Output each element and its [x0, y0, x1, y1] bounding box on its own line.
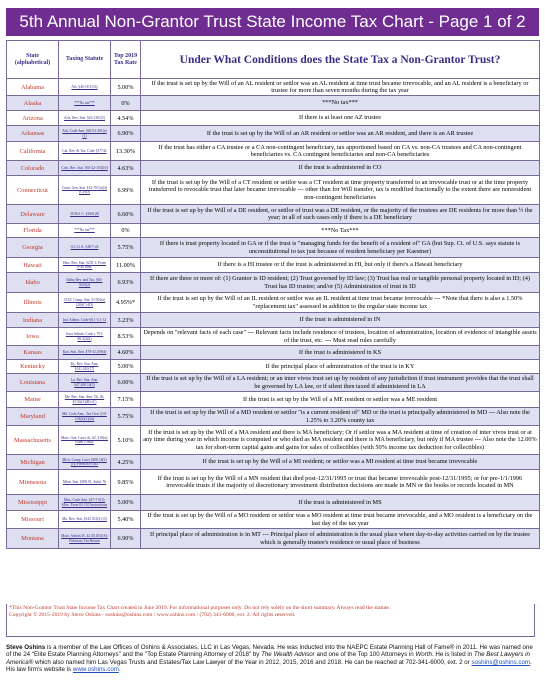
- table-row: [7, 495, 540, 511]
- state-cell: Kansas: [7, 346, 59, 360]
- rate-cell: 5.75%: [111, 238, 141, 258]
- statute-cell[interactable]: O.C.G.A. §48-7-22: [59, 238, 111, 258]
- statute-cell[interactable]: Ariz. Rev. Stat. §43-1301(5): [59, 111, 111, 126]
- table-row: [7, 328, 540, 346]
- header-rate: Top 2019 Tax Rate: [111, 41, 141, 79]
- state-cell: Iowa: [7, 328, 59, 346]
- state-cell: Arizona: [7, 111, 59, 126]
- rate-cell: 5.10%: [111, 426, 141, 455]
- table-row: [7, 126, 540, 142]
- footnote-copyright: Copyright © 2015-2019 by Steve Oshins - soshins@oshins.com / www.oshins.com / (702) 341-6000, ext. 2. All rights reserved.: [9, 612, 296, 618]
- conditions-cell: If the trust is administered in KS: [141, 346, 540, 360]
- state-cell: Minnesota: [7, 470, 59, 495]
- state-cell: Alaska: [7, 96, 59, 111]
- rate-cell: 6.93%: [111, 273, 141, 293]
- conditions-cell: If the trust is set up by the Will of a MA resident and there is MA beneficiary; Or if settlor was a MA resident at time of creation of inter vivos trust or at any time during year in which income is computed or who died as MA resident and there is MA beneficiary, but only if MA trustee --- Also note the 12.00% tax for short-term capital gains and gains for sales of collectibles (with 50% income tax deduction for collectibles): [141, 426, 540, 455]
- rate-cell: 0%: [111, 224, 141, 238]
- statute-cell[interactable]: Mass. Gen. Laws ch. 62, §10(a); Form 2 Instr.: [59, 426, 111, 455]
- statute-cell[interactable]: Ala. §40-18-1(33): [59, 79, 111, 96]
- state-cell: Arkansas: [7, 126, 59, 142]
- statute-cell[interactable]: Iowa Admin. Code r. 701-89.3(422): [59, 328, 111, 346]
- table-row: [7, 313, 540, 328]
- table-row: [7, 408, 540, 426]
- conditions-cell: If the trust is set up by the Will of a LA resident; or an inter vivos trust set up by resident of any jurisdiction if trust instrument provides that the trust shall be governed by LA law, or if silent then taxed if administered in LA: [141, 374, 540, 392]
- conditions-cell: If the trust is set up by the Will of a MO resident or settlor was a MO resident at time trust became irrevocable, and a MO resident is a beneficiary on the last day of the tax year: [141, 511, 540, 529]
- statute-cell[interactable]: Md. Code Ann., Tax-Gen. §10-101(k)(1)(iii): [59, 408, 111, 426]
- rate-cell: 4.54%: [111, 111, 141, 126]
- conditions-cell: If the trust is administered in MS: [141, 495, 540, 511]
- table-row: [7, 293, 540, 313]
- conditions-cell: If the trust is set up by the Will of a ME resident or settlor was a ME resident: [141, 392, 540, 408]
- statute-cell[interactable]: Idaho Rev. and Tax. §63-3015(2): [59, 273, 111, 293]
- conditions-cell: If the trust is set up by the Will of a DE resident, or settlor of trust was a DE resident, or the majority of the trustees are DE residents for more than ½ the year; in all of such cases only if there is a DE beneficiary: [141, 205, 540, 224]
- conditions-cell: ***No tax***: [141, 96, 540, 111]
- statute-cell[interactable]: Me. Rev. Stat. Ann. Tit. 36, §5102(4)(B)-(C): [59, 392, 111, 408]
- bio-text: and one of the Top 100 Attorneys in: [314, 651, 416, 659]
- state-cell: Indiana: [7, 313, 59, 328]
- table-row: [7, 470, 540, 495]
- statute-cell[interactable]: Mich. Comp. Laws §206.18(1)(c); Form MI-1041: [59, 455, 111, 470]
- state-cell: Montana: [7, 529, 59, 549]
- state-cell: California: [7, 142, 59, 161]
- statute-cell[interactable]: Ind. Admin. Code §6.1-3.1-12: [59, 313, 111, 328]
- conditions-cell: If there is at least one AZ trustee: [141, 111, 540, 126]
- state-cell: Florida: [7, 224, 59, 238]
- statute-cell[interactable]: Ky. Rev. Stat. Ann. §141.010(17): [59, 360, 111, 374]
- bio-publication: The Wealth Advisor: [261, 651, 315, 659]
- rate-cell: 11.00%: [111, 258, 141, 273]
- statute-cell[interactable]: Minn. Stat. §290.01, Subd. 7b: [59, 470, 111, 495]
- conditions-cell: If there is a HI trustee or if the trust is administered in HI, but only if there's a Hawaii beneficiary: [141, 258, 540, 273]
- header-statute: Taxing Statute: [59, 41, 111, 79]
- rate-cell: 3.23%: [111, 313, 141, 328]
- rate-cell: 4.60%: [111, 346, 141, 360]
- table-row: [7, 176, 540, 205]
- rate-cell: 13.30%: [111, 142, 141, 161]
- state-cell: Idaho: [7, 273, 59, 293]
- bio-text: which also named him Las Vegas Trusts and Estates/Tax Law Lawyer of the Year in 2012, 2015, 2016 and 2018. He can be reached at 702-341-6000, ext. 2 or: [33, 658, 472, 666]
- rate-cell: 7.15%: [111, 392, 141, 408]
- email-link[interactable]: soshins@oshins.com: [471, 658, 531, 666]
- bio-text: . He is listed in: [431, 651, 474, 659]
- statute-cell[interactable]: Mont. Admin. R. 42.30.101(16); Fiduciary Tax Return: [59, 529, 111, 549]
- state-cell: Maryland: [7, 408, 59, 426]
- rate-cell: 8.53%: [111, 328, 141, 346]
- statute-cell[interactable]: ***No tax***: [59, 224, 111, 238]
- rate-cell: 6.99%: [111, 176, 141, 205]
- table-row: [7, 273, 540, 293]
- table-row: [7, 205, 540, 224]
- chart-footnote: [6, 604, 535, 637]
- rate-cell: 4.25%: [111, 455, 141, 470]
- statute-cell[interactable]: Miss. Code Ann. §27-7-5(1); Miss. Form 81-110 Instructions: [59, 495, 111, 511]
- header-state: State (alphabetical): [7, 41, 59, 79]
- rate-cell: 9.85%: [111, 470, 141, 495]
- statute-cell[interactable]: Kan. Stat. Ann. §79-32,109(d): [59, 346, 111, 360]
- rate-cell: 5.75%: [111, 408, 141, 426]
- table-row: [7, 511, 540, 529]
- table-row: [7, 238, 540, 258]
- statute-cell[interactable]: Cal. Rev. & Tax. Code §17742: [59, 142, 111, 161]
- state-cell: Illinois: [7, 293, 59, 313]
- bio-text: .: [118, 666, 121, 674]
- table-row: [7, 142, 540, 161]
- conditions-cell: If the trust is set up by the Will of a CT resident or settlor was a CT resident at time property transferred to an irrevocable trust or at the time property transferred to revocable trust that later became irrevocable --- other than for Will transfer, tax is modified fractionally to the extent there are nonresident non-contingent beneficiaries: [141, 176, 540, 205]
- table-row: [7, 96, 540, 111]
- website-link[interactable]: www.oshins.com: [72, 666, 119, 674]
- conditions-cell: If the trust is set up by the Will of an AR resident or settlor was an AR resident, and there is an AR trustee: [141, 126, 540, 142]
- rate-cell: 5.40%: [111, 511, 141, 529]
- rate-cell: 5.00%: [111, 495, 141, 511]
- statute-cell[interactable]: Ark. Code Ann. §26-51-201(a)(1): [59, 126, 111, 142]
- statute-cell[interactable]: La. Rev. Stat. Ann. §47:300.10(3): [59, 374, 111, 392]
- state-cell: Kentucky: [7, 360, 59, 374]
- table-row: [7, 111, 540, 126]
- conditions-cell: If there is trust property located in GA or if the trust is "managing funds for the benefit of a resident of" GA (but Sup. Ct. of U.S. says statute is unconstitutional to tax just because of resident beneficiary per Kaestner): [141, 238, 540, 258]
- table-row: [7, 529, 540, 549]
- bio-text: . His law firm's website is: [6, 658, 532, 674]
- statute-cell[interactable]: ***No tax***: [59, 96, 111, 111]
- conditions-cell: If the trust is administered in CO: [141, 161, 540, 176]
- conditions-cell: ***No Tax***: [141, 224, 540, 238]
- state-cell: Hawaii: [7, 258, 59, 273]
- statute-cell[interactable]: 30 Del. C. §1601(8): [59, 205, 111, 224]
- statute-cell[interactable]: Haw. Rev. Stat. §235-1; Form N-40 Instr.: [59, 258, 111, 273]
- rate-cell: 4.63%: [111, 161, 141, 176]
- conditions-cell: If the principal place of administration of the trust is in KY: [141, 360, 540, 374]
- header-conditions: Under What Conditions does the State Tax a Non-Grantor Trust?: [141, 41, 540, 79]
- state-cell: Michigan: [7, 455, 59, 470]
- table-row: [7, 426, 540, 455]
- table-row: [7, 374, 540, 392]
- conditions-cell: If the trust has either a CA trustee or a CA non-contingent beneficiary, tax apportioned based on CA vs. non-CA trustees and CA non-contingent beneficiaries vs. CA contingent beneficiaries and non-CA beneficiaries: [141, 142, 540, 161]
- conditions-cell: If the trust is set up by the Will of an IL resident or settlor was an IL resident at time trust became irrevocable --- *Note that there is also a 1.50% "replacement tax" assessed in addition to the regular state income tax: [141, 293, 540, 313]
- state-cell: Maine: [7, 392, 59, 408]
- statute-cell[interactable]: Conn. Gen. Stat. §12-701(a)(4)(C)-(D): [59, 176, 111, 205]
- rate-cell: 6.90%: [111, 126, 141, 142]
- table-row: [7, 392, 540, 408]
- table-row: [7, 455, 540, 470]
- statute-cell[interactable]: 35 Ill. Comp. Stat. 5/1501(a)(20)(C)-(D): [59, 293, 111, 313]
- state-cell: Louisiana: [7, 374, 59, 392]
- tax-chart-table: [6, 40, 540, 549]
- table-header-row: [7, 41, 540, 79]
- rate-cell: 6.60%: [111, 205, 141, 224]
- table-row: [7, 224, 540, 238]
- statute-cell[interactable]: Mo. Rev. Stat. §143.331(2)-(3): [59, 511, 111, 529]
- table-row: [7, 360, 540, 374]
- author-name: Steve Oshins: [6, 644, 46, 651]
- state-cell: Mississippi: [7, 495, 59, 511]
- rate-cell: 5.00%: [111, 79, 141, 96]
- bio-text: is a member of the Law Offices of Oshins & Associates, LLC in Las Vegas, Nevada. He was inducted into the NAEPC Estate Planning Hall of Fame® in 2011. He was named one of the 24 "Elite Estate Planning Attorneys" and the "Top Estate Planning Attorney of 2018" by: [6, 644, 533, 659]
- bio-publication: Worth: [415, 651, 432, 659]
- rate-cell: 6.90%: [111, 529, 141, 549]
- table-row: [7, 161, 540, 176]
- rate-cell: 5.00%: [111, 360, 141, 374]
- state-cell: Alabama: [7, 79, 59, 96]
- conditions-cell: If the trust is set up by the Will of an AL resident or settlor was an AL resident at time trust became irrevocable, and an AL resident is a beneficiary or trustee for more than seven months during the tax year: [141, 79, 540, 96]
- state-cell: Massachusetts: [7, 426, 59, 455]
- rate-cell: 4.95%*: [111, 293, 141, 313]
- table-row: [7, 79, 540, 96]
- author-bio: [6, 644, 539, 674]
- footnote-disclaimer: *This Non-Grantor Trust State Income Tax Chart created in June 2019. For informational purposes only. Do not rely solely on the short summary. Always read the statute.: [9, 605, 391, 611]
- table-row: [7, 346, 540, 360]
- conditions-cell: Depends on "relevant facts of each case" --- Relevant facts include residence of trustees, location of administration, location of evidence of intangible assets of the trust, etc. --- Must read rules carefully: [141, 328, 540, 346]
- conditions-cell: If the trust is administered in IN: [141, 313, 540, 328]
- rate-cell: 6.00%: [111, 374, 141, 392]
- state-cell: Georgia: [7, 238, 59, 258]
- conditions-cell: If there are three or more of: (1) Grantor is ID resident; (2) Trust governed by ID law; (3) Trust has real or tangible personal property located in ID; (4) Trust has ID trustee; and/or (5) Administration of trust in ID: [141, 273, 540, 293]
- state-cell: Missouri: [7, 511, 59, 529]
- conditions-cell: If the trust is set up by the Will of a MN resident that died post-12/31/1995 or trust that became irrevocable post-12/31/1995; or for pre-1/1/1996 irrevocable trusts if the majority of discretionary investment distribution decisions are made in MN or the books or records located in MN: [141, 470, 540, 495]
- chart-title-banner: 5th Annual Non-Grantor Trust State Income Tax Chart - Page 1 of 2: [6, 8, 539, 36]
- conditions-cell: If the trust is set up by the Will of a MD resident or settlor "is a current resident of" MD or the trust is principally administered in MD --- Also note the 1.25% to 3.20% county tax: [141, 408, 540, 426]
- statute-cell[interactable]: Colo. Rev. Stat. §39-22-103(10): [59, 161, 111, 176]
- bio-publication: The Best Lawyers in America®: [6, 651, 530, 666]
- conditions-cell: If principal place of administration is in MT --- Principal place of administration is the usual place where day-to-day activities carried on by the trustee which is generally trustee's residence or usual place of business: [141, 529, 540, 549]
- conditions-cell: If the trust is set up by the Will of a MI resident; or settlor was a MI resident at time trust became irrevocable: [141, 455, 540, 470]
- state-cell: Colorado: [7, 161, 59, 176]
- state-cell: Connecticut: [7, 176, 59, 205]
- table-row: [7, 258, 540, 273]
- rate-cell: 0%: [111, 96, 141, 111]
- state-cell: Delaware: [7, 205, 59, 224]
